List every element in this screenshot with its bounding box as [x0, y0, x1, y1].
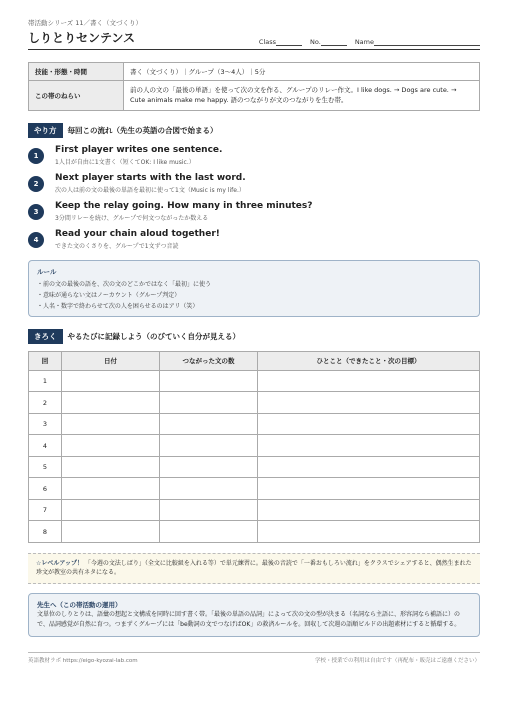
round-number: 5	[29, 456, 62, 478]
comment-cell[interactable]	[258, 413, 480, 435]
step-body	[55, 201, 312, 222]
count-cell[interactable]	[160, 456, 258, 478]
info-row	[29, 63, 480, 81]
date-cell[interactable]	[62, 413, 160, 435]
header-rule	[28, 49, 480, 50]
step-item	[28, 145, 480, 166]
date-cell[interactable]	[62, 499, 160, 521]
col-comment: ひとこと（できたこと・次の目標）	[258, 351, 480, 370]
step-english: First player writes one sentence.	[55, 144, 223, 155]
table-row	[29, 499, 480, 521]
teacher-note	[28, 593, 480, 637]
rules-title: ルール	[37, 267, 57, 276]
steps-tag: やり方	[28, 123, 63, 138]
round-number: 6	[29, 478, 62, 500]
step-body	[55, 145, 222, 166]
date-cell[interactable]	[62, 435, 160, 457]
count-cell[interactable]	[160, 435, 258, 457]
teacher-note-title: 先生へ（この帯活動の運用）	[37, 600, 122, 609]
round-number: 8	[29, 521, 62, 543]
date-cell[interactable]	[62, 478, 160, 500]
number-label: No.	[310, 38, 321, 46]
record-header-row	[29, 351, 480, 370]
table-row	[29, 413, 480, 435]
step-japanese: 1人目が自由に1文書く（短くてOK: I like music.）	[55, 158, 195, 166]
comment-cell[interactable]	[258, 521, 480, 543]
comment-cell[interactable]	[258, 499, 480, 521]
teacher-note-text: 文単位のしりとりは、語彙の想起と文構成を同時に回す書く帯。「最後の単語の品詞」によって次の文の型が決まる（名詞なら主語に、形容詞なら補語に）ので、品詞感覚が自然に育つ。つまずくグループには「be動詞の文でつなげばOK」の救済ルールを。回収して次週の語順ビルドの出題素材にすると循環する。	[37, 611, 461, 628]
comment-cell[interactable]	[258, 392, 480, 414]
date-cell[interactable]	[62, 392, 160, 414]
rule-item: ・意味が通らない文はノーカウント（グループ判定）	[37, 291, 181, 299]
info-value: 前の人の文の「最後の単語」を使って次の文を作る、グループのリレー作文。I like dogs. → Dogs are cute. → Cute animals make me happy. 語のつながりが文のつながりを生む帯。	[124, 81, 480, 111]
comment-cell[interactable]	[258, 478, 480, 500]
count-cell[interactable]	[160, 499, 258, 521]
step-japanese: 次の人は前の文の最後の単語を最初に使って1文（Music is my life.）	[55, 186, 245, 194]
steps-title: 毎回この流れ（先生の英語の合図で始まる）	[67, 125, 218, 135]
step-number: 3	[28, 204, 44, 220]
level-up-note	[28, 553, 480, 584]
round-number: 1	[29, 370, 62, 392]
date-cell[interactable]	[62, 521, 160, 543]
step-item	[28, 201, 480, 222]
footer-usage: 学校・授業での利用は自由です（再配布・販売はご遠慮ください）	[314, 658, 480, 664]
count-cell[interactable]	[160, 521, 258, 543]
title-row	[28, 29, 480, 46]
comment-cell[interactable]	[258, 456, 480, 478]
record-table	[28, 351, 480, 543]
level-up-label: ☆レベルアップ！	[36, 559, 83, 567]
count-cell[interactable]	[160, 478, 258, 500]
step-english: Read your chain aloud together!	[55, 228, 220, 239]
log-title: やるたびに記録しよう（のびていく自分が見える）	[67, 331, 240, 341]
rule-item: ・前の文の最後の語を、次の文のどこかではなく「最初」に使う	[37, 280, 212, 288]
footer	[28, 652, 480, 664]
step-item	[28, 229, 480, 250]
name-label: Name	[354, 38, 374, 46]
step-item	[28, 173, 480, 194]
info-key: この帯のねらい	[29, 81, 124, 111]
footer-site: 英語教材ラボ https://eigo-kyozai-lab.com	[28, 658, 138, 664]
info-table	[28, 62, 480, 111]
step-english: Next player starts with the last word.	[55, 172, 246, 183]
info-row	[29, 81, 480, 111]
rules-list	[37, 279, 471, 310]
step-japanese: できた文のくさりを、グループで1文ずつ音読	[55, 242, 179, 250]
col-date: 日付	[62, 351, 160, 370]
step-body	[55, 229, 220, 250]
step-number: 4	[28, 232, 44, 248]
round-number: 2	[29, 392, 62, 414]
table-row	[29, 456, 480, 478]
date-cell[interactable]	[62, 456, 160, 478]
level-up-text: 「今週の文法しばり」（全文に比較級を入れる等）で単元練習に。最後の音読で「一番おもしろい流れ」をクラスでシェアすると、偶然生まれた珍文が教室の共有ネタになる。	[36, 559, 472, 577]
step-number: 2	[28, 176, 44, 192]
name-field[interactable]	[355, 37, 480, 46]
comment-cell[interactable]	[258, 435, 480, 457]
table-row	[29, 435, 480, 457]
worksheet	[28, 18, 480, 637]
table-row	[29, 392, 480, 414]
log-header	[28, 329, 480, 344]
count-cell[interactable]	[160, 370, 258, 392]
class-field[interactable]	[259, 37, 302, 46]
class-label: Class	[258, 38, 277, 46]
step-english: Keep the relay going. How many in three minutes?	[55, 200, 313, 211]
student-fields	[259, 37, 480, 46]
round-number: 4	[29, 435, 62, 457]
series-label: 帯活動シリーズ 11／書く（文づくり）	[28, 19, 143, 27]
step-body	[55, 173, 246, 194]
number-field[interactable]	[310, 37, 347, 46]
log-tag: きろく	[28, 329, 63, 344]
col-round: 回	[29, 351, 62, 370]
info-key: 技能・形態・時間	[29, 63, 124, 81]
table-row	[29, 521, 480, 543]
rule-item: ・人名・数字で終わらせて次の人を困らせるのはアリ（笑）	[37, 302, 199, 310]
col-count: つながった文の数	[160, 351, 258, 370]
count-cell[interactable]	[160, 413, 258, 435]
info-value: 書く（文づくり）｜グループ（3〜4人）｜5分	[124, 63, 480, 81]
round-number: 3	[29, 413, 62, 435]
round-number: 7	[29, 499, 62, 521]
page-title: しりとりセンテンス	[28, 31, 136, 45]
step-number: 1	[28, 148, 44, 164]
date-cell[interactable]	[62, 370, 160, 392]
step-japanese: 3分間リレーを続け、グループで何文つながったか数える	[55, 214, 209, 222]
rules-box	[28, 260, 480, 317]
table-row	[29, 478, 480, 500]
comment-cell[interactable]	[258, 370, 480, 392]
steps-header	[28, 123, 480, 138]
count-cell[interactable]	[160, 392, 258, 414]
table-row	[29, 370, 480, 392]
